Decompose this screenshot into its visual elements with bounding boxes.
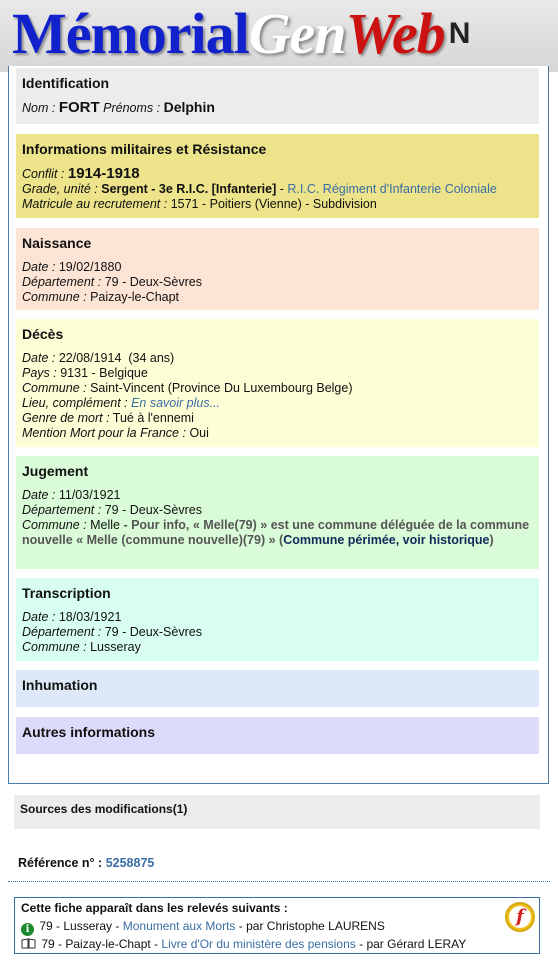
transcription-date-value: 18/03/1921 (58, 610, 122, 624)
grade-label: Grade, unité : (22, 182, 98, 196)
judgment-dept-value: 79 - Deux-Sèvres (104, 503, 202, 517)
birth-dept-value: 79 - Deux-Sèvres (104, 275, 202, 289)
more-info-link[interactable]: En savoir plus... (131, 396, 221, 410)
transcription-title: Transcription (22, 585, 111, 601)
commune-history-link[interactable]: Commune périmée, voir historique (283, 533, 490, 547)
identification-panel (16, 68, 539, 124)
judgment-title: Jugement (22, 463, 89, 479)
releve-item (21, 936, 533, 953)
sources-bar[interactable] (14, 795, 540, 829)
regiment-link[interactable]: R.I.C. Régiment d'Infanterie Coloniale (287, 182, 497, 196)
death-title: Décès (22, 326, 64, 342)
reference (18, 856, 154, 870)
logo-memorial: Mémorial (12, 1, 249, 66)
releve-place: 79 - Paizay-le-Chapt - (41, 937, 162, 951)
death-type-label: Genre de mort : (22, 411, 110, 425)
birth-commune-label: Commune : (22, 290, 87, 304)
transcription-date-label: Date : (22, 610, 56, 624)
birth-dept-label: Département : (22, 275, 102, 289)
birth-commune-value: Paizay-le-Chapt (90, 290, 180, 304)
releve-author: - par Gérard LERAY (355, 937, 467, 951)
judgment-commune-value: Melle (90, 518, 120, 532)
transcription-commune-label: Commune : (22, 640, 87, 654)
mention-label: Mention Mort pour la France : (22, 426, 186, 440)
info-icon: i (21, 923, 34, 936)
death-commune-value: Saint-Vincent (Province Du Luxembourg Belge) (90, 381, 353, 395)
judgment-date-label: Date : (22, 488, 56, 502)
matricule-label: Matricule au recrutement : (22, 197, 168, 211)
transcription-panel (16, 578, 539, 661)
mention-value: Oui (189, 426, 209, 440)
judgment-dept-row (22, 503, 533, 518)
military-title: Informations militaires et Résistance (22, 141, 267, 157)
death-date-row (22, 351, 533, 366)
death-commune-row (22, 381, 533, 396)
birth-date-value: 19/02/1880 (58, 260, 122, 274)
judgment-panel (16, 456, 539, 569)
burial-panel (16, 670, 539, 707)
site-header (0, 0, 558, 72)
commune-note-end: ) (489, 533, 494, 547)
conflict-row (22, 166, 533, 182)
releve-link[interactable]: Monument aux Morts (122, 919, 236, 933)
record-frame (8, 66, 549, 784)
conflict-value: 1914-1918 (67, 165, 140, 182)
death-commune-label: Commune : (22, 381, 87, 395)
birth-panel (16, 228, 539, 310)
judgment-date-row (22, 488, 533, 503)
grade-sep: - (276, 182, 288, 196)
book-icon (21, 938, 36, 949)
facebook-letter: f (509, 906, 531, 928)
death-type-value: Tué à l'ennemi (112, 411, 194, 425)
grade-value: Sergent - 3e R.I.C. [Infanterie] (101, 182, 277, 196)
logo-gen: Gen (248, 1, 346, 66)
releve-place: 79 - Lusseray - (39, 919, 123, 933)
death-country-label: Pays : (22, 366, 57, 380)
matricule-value: 1571 - Poitiers (Vienne) - Subdivision (170, 197, 377, 211)
releves-box (14, 897, 540, 954)
nom-label: Nom : (22, 101, 56, 115)
transcription-dept-value: 79 - Deux-Sèvres (104, 625, 202, 639)
birth-dept-row (22, 275, 533, 290)
burial-title: Inhumation (22, 677, 98, 693)
death-place-row (22, 396, 533, 411)
prenoms-label: Prénoms : (103, 101, 161, 115)
death-country-row (22, 366, 533, 381)
matricule-row (22, 197, 533, 212)
transcription-dept-row (22, 625, 533, 640)
birth-date-row (22, 260, 533, 275)
releve-author: - par Christophe LAURENS (235, 919, 385, 933)
other-info-title: Autres informations (22, 724, 156, 740)
divider (8, 881, 550, 882)
transcription-commune-row (22, 640, 533, 655)
judgment-commune-label: Commune : (22, 518, 87, 532)
judgment-date-value: 11/03/1921 (58, 488, 121, 502)
mention-row (22, 426, 533, 441)
death-date-label: Date : (22, 351, 56, 365)
facebook-share-icon[interactable] (505, 902, 535, 932)
name-row (22, 100, 533, 116)
releve-link[interactable]: Livre d'Or du ministère des pensions (161, 937, 356, 951)
judgment-commune-row (22, 518, 533, 548)
other-info-panel (16, 717, 539, 754)
birth-commune-row (22, 290, 533, 305)
sources-label[interactable]: Sources des modifications(1) (20, 802, 188, 816)
commune-note: - Pour info, « Melle(79) » est une commune déléguée de la commune nouvelle « Melle (commune nouvelle)(79) » ( (22, 518, 530, 547)
logo-web: Web (345, 1, 445, 66)
birth-date-label: Date : (22, 260, 56, 274)
reference-label: Référence n° : (18, 856, 103, 870)
death-date-value: 22/08/1914 (34 ans) (58, 351, 175, 365)
transcription-dept-label: Département : (22, 625, 102, 639)
site-logo[interactable] (12, 0, 469, 72)
prenoms-value: Delphin (163, 99, 215, 115)
grade-row (22, 182, 533, 197)
death-type-row (22, 411, 533, 426)
nom-value: FORT (58, 99, 100, 116)
transcription-date-row (22, 610, 533, 625)
reference-number-link[interactable]: 5258875 (105, 856, 155, 870)
military-panel (16, 134, 539, 218)
conflict-label: Conflit : (22, 167, 65, 181)
releve-item (21, 918, 533, 936)
transcription-commune-value: Lusseray (90, 640, 141, 654)
identification-title: Identification (22, 75, 110, 91)
death-country-value: 9131 - Belgique (60, 366, 148, 380)
judgment-dept-label: Département : (22, 503, 102, 517)
logo-cut-letter: N (448, 17, 470, 50)
death-place-label: Lieu, complément : (22, 396, 128, 410)
death-panel (16, 319, 539, 447)
birth-title: Naissance (22, 235, 92, 251)
releves-title: Cette fiche apparaît dans les relevés suivants : (21, 901, 288, 915)
